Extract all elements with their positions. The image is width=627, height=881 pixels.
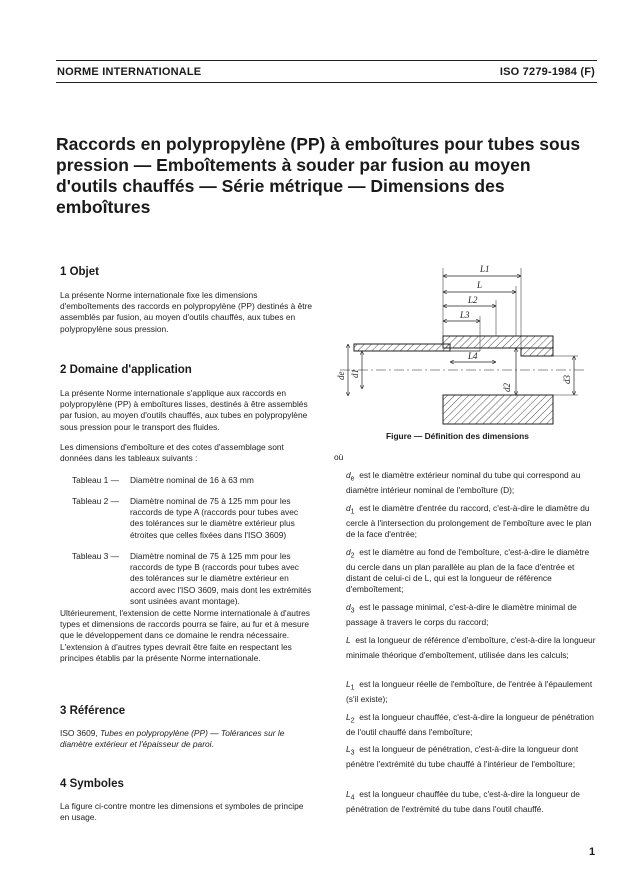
fitting-shoulder [521,348,553,356]
section-1-heading: 1 Objet [60,266,99,278]
header-bottom-rule [56,82,597,83]
symbol: L [346,679,351,689]
symbol-text: est le diamètre d'entrée du raccord, c'est-à-dire le diamètre du cercle à l'intersection du prolongement de l'emboîture avec le plan de la face d'entrée; [346,503,592,539]
fitting-wall-top [443,336,553,348]
label-L2: L2 [468,295,478,305]
symbol-text: est le diamètre extérieur nominal du tube qui correspond au diamètre intérieur nominal de l'emboîture (D); [346,470,581,495]
section-4-heading: 4 Symboles [60,778,124,790]
label-L: L [477,280,483,290]
symbol-definition [346,744,596,770]
header-top-rule [56,60,597,61]
symbol-definition [346,470,596,496]
label-L3: L3 [460,310,470,320]
symbol-text: est le passage minimal, c'est-à-dire le diamètre minimal de passage à travers le corps du raccord; [346,602,577,627]
symbol-subscript: 2 [350,552,355,560]
symbol: d [346,547,351,557]
pipe-wall-top [354,344,450,351]
document-title: Raccords en polypropylène (PP) à emboîtures pour tubes sous pression — Emboîtements à souder par fusion au moyen d'outils chauffés — Série métrique — Dimensions des emboîtures [56,134,581,217]
label-d3: d3 [562,375,572,384]
page-number: 1 [589,846,596,858]
label-de: de [336,371,346,380]
symbol-text: est la longueur chauffée du tube, c'est-à-dire la longueur de pénétration de l'extrémité du tube dans l'outil chauffé. [346,789,580,814]
section-2-paragraph-1: La présente Norme internationale s'applique aux raccords en polypropylène (PP) à emboîtures lisses, destinés à être assemblés par fusion, au moyen d'outils chauffés, aux tubes en polypropylène sous pression pour le transport des fluides. [60,388,308,432]
figure-caption: Figure — Définition des dimensions [386,431,529,441]
symbol-text: est la longueur de pénétration, c'est-à-dire la longueur dont pénètre l'extrémité du tube chauffé à l'intérieur de l'emboîture; [346,744,579,769]
table-label: Tableau 3 — [72,551,120,561]
symbol-text: est la longueur de référence d'emboîture, c'est-à-dire la longueur minimale théorique d'emboîtement, utilisée dans les calculs; [346,635,596,660]
section-2-paragraph-2: Les dimensions d'emboîture et des cotes d'assemblage sont données dans les tableaux suivants : [60,442,284,464]
symbol-subscript: 3 [350,607,355,615]
fitting-wall-bottom [443,395,553,424]
table-description: Diamètre nominal de 75 à 125 mm pour les raccords de type B (raccords pour tubes avec des tolérances sur le diamètre extérieur en accord avec l'ISO 3609, mais dont les extrémités sont usinées avant montage). [130,551,312,606]
table-label: Tableau 1 — [72,475,120,485]
section-4-text: La figure ci-contre montre les dimensions et symboles de principe en usage. [60,801,304,823]
section-1-text: La présente Norme internationale fixe les dimensions d'emboîtements des raccords en polypropylène (PP) destinés à être assemblés par fusion, au moyen d'outils chauffés, aux tubes en polypropylène sous pression. [60,290,313,334]
section-2-paragraph-3: Ultérieurement, l'extension de cette Norme internationale à d'autres types et dimensions de raccords pourra se faire, au fur et à mesure que le développement dans ce domaine le rendra nécessaire. L'extension à d'autres types devrait être faite en respectant les principes établis par la présente Norme internationale. [60,608,310,663]
symbol-subscript: 1 [350,508,355,516]
symbol-subscript: e [350,475,355,483]
symbol-subscript: 3 [350,749,355,757]
dimension-figure [330,258,590,430]
reference-number: ISO 3609, [60,728,98,738]
symbol-subscript: 2 [350,717,355,725]
section-3-reference [60,728,313,750]
reference-title: Tubes en polypropylène (PP) — Tolérances sur le diamètre extérieur et l'épaisseur de paroi. [60,728,285,750]
table-description: Diamètre nominal de 75 à 125 mm pour les raccords de type A (raccords pour tubes avec des tolérances sur le diamètre extérieur plus étroites que celles fixées dans l'ISO 3609) [130,496,299,540]
symbol-text: est la longueur réelle de l'emboîture, de l'entrée à l'épaulement (s'il existe); [346,679,593,704]
header-standard-number: ISO 7279-1984 (F) [499,66,595,78]
symbol-definition [346,602,596,628]
symbol: d [346,470,351,480]
table-description: Diamètre nominal de 16 à 63 mm [130,475,254,485]
where-word: où [334,452,344,462]
symbol-definition [346,547,596,595]
symbol-subscript: 4 [350,794,355,802]
section-2-heading: 2 Domaine d'application [60,364,192,376]
section-3-heading: 3 Référence [60,705,126,717]
symbol-text: est la longueur chauffée, c'est-à-dire la longueur de pénétration de l'outil chauffé dans l'emboîture; [346,712,594,737]
symbol: d [346,602,351,612]
symbol-text: est le diamètre au fond de l'emboîture, c'est-à-dire le diamètre du cercle dans un plan parallèle au plan de la face d'entrée et distant de celui-ci de L, qui est la longueur de référence d'emboîtement; [346,547,590,594]
symbol: L [346,789,351,799]
symbol-definition [346,679,596,705]
symbol-definition [346,712,596,738]
symbol: d [346,503,351,513]
symbol-definition [346,635,596,661]
label-L1: L1 [480,264,490,274]
label-L4: L4 [468,351,478,361]
label-d2: d2 [502,383,512,392]
table-label: Tableau 2 — [72,496,120,506]
header-standard-type: NORME INTERNATIONALE [57,66,202,78]
symbol-definition [346,789,596,815]
symbol: L [346,712,351,722]
symbol-definition [346,503,596,540]
symbol-subscript: 1 [350,684,355,692]
symbol: L [346,635,351,645]
label-d1: d1 [350,369,360,378]
symbol: L [346,744,351,754]
